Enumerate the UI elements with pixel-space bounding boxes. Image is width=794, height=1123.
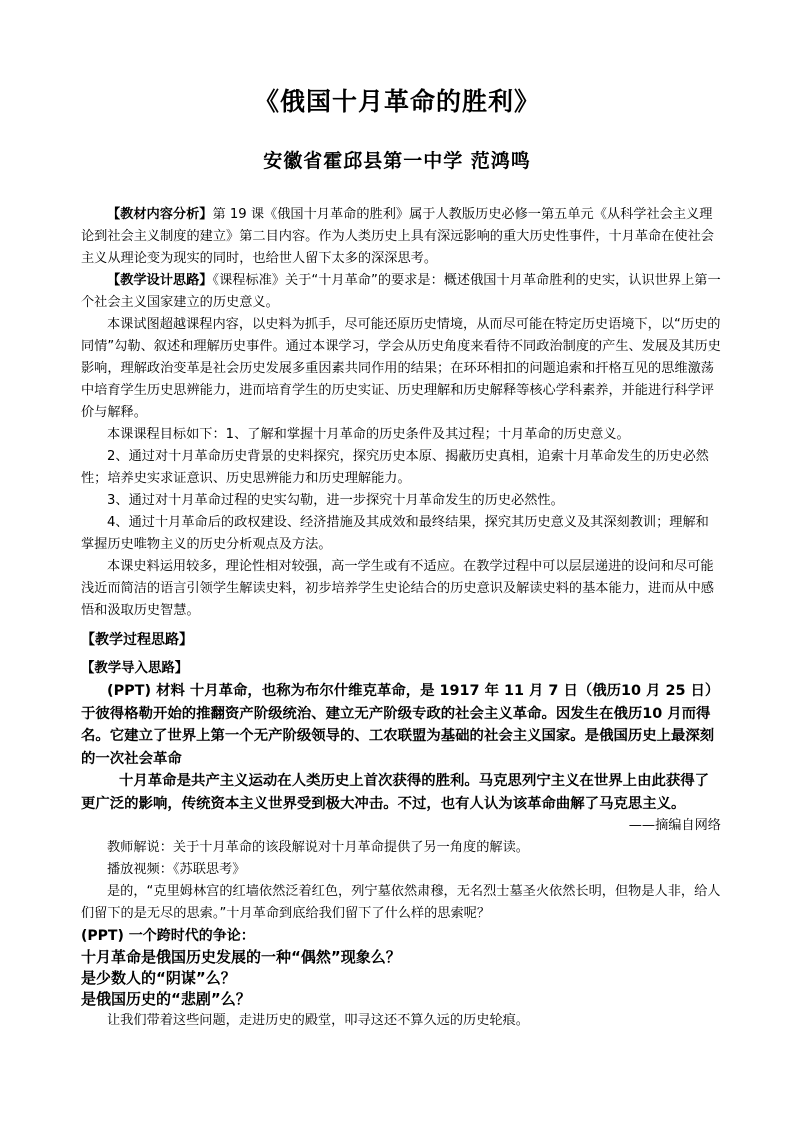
goal-1: 本课课程目标如下：1、了解和掌握十月革命的历史条件及其过程；十月革命的历史意义。 (107, 427, 630, 442)
method-paragraph: 本课试图超越课程内容，以史料为抓手，尽可能还原历史情境，从而尽可能在特定历史语境下，以“历史的同情”勾勒、叙述和理解历史事件。通过本课学习，学会从历史角度来看待不同政治制度的产生、发展及其历史影响，理解政治变革是社会历史发展多重因素共同作用的结果；在环环相扣的问题追索和扞格互见的思维激荡中培育学生历史思辨能力，进而培育学生的历史实证、历史理解和历史解释等核心学科素养，并能进行科学评价与解释。 (81, 317, 721, 420)
design-text: 《课程标准》关于“十月革命”的要求是：概述俄国十月革命胜利的史实，认识世界上第一个社会主义国家建立的历史意义。 (81, 273, 721, 310)
document-body (81, 204, 721, 1032)
teacher-note: 教师解说：关于十月革命的该段解说对十月革命提供了另一角度的解读。 (107, 840, 529, 855)
goal-4: 4、通过十月革命后的政权建设、经济措施及其成效和最终结果，探究其历史意义及其深刻教训；理解和掌握历史唯物主义的历史分析观点及方法。 (81, 515, 709, 552)
video-paragraph: 是的，“克里姆林宫的红墙依然泛着红色，列宁墓依然肃穆，无名烈士墓圣火依然长明，但物是人非，给人们留下的是无尽的思索。”十月革命到底给我们留下了什么样的思索呢？ (81, 884, 721, 921)
goal-2: 2、通过对十月革命历史背景的史料探究，探究历史本原、揭蔽历史真相，追索十月革命发生的历史必然性；培养史实求证意识、历史思辨能力和历史理解能力。 (81, 449, 709, 486)
design-label: 【教学设计思路】 (107, 273, 213, 288)
question-3: 是俄国历史的“悲剧”么？ (81, 990, 251, 1008)
ppt-material-2: 十月革命是共产主义运动在人类历史上首次获得的胜利。马克思列宁主义在世界上由此获得了更广泛的影响，传统资本主义世界受到极大冲击。不过，也有人认为该革命曲解了马克思主义。 (81, 773, 710, 812)
debate-heading: (PPT) 一个跨时代的争论： (81, 928, 255, 944)
analysis-label: 【教材内容分析】 (107, 207, 213, 222)
analysis-text: 第 19 课《俄国十月革命的胜利》属于人教版历史必修一第五单元《从科学社会主义理论到社会主义制度的建立》第二目内容。作为人类历史上具有深远影响的重大历史性事件，十月革命在使社会主义从理论变为现实的同时，也给世人留下太多的深深思考。 (81, 207, 714, 266)
intro-heading: 【教学导入思路】 (81, 661, 189, 676)
process-heading: 【教学过程思路】 (81, 632, 193, 648)
design-paragraph (81, 270, 721, 314)
goal-3: 3、通过对十月革命过程的史实勾勒，进一步探究十月革命发生的历史必然性。 (107, 493, 564, 508)
question-2: 是少数人的“阴谋”么？ (81, 969, 236, 987)
video-line: 播放视频：《苏联思考》 (107, 862, 246, 877)
analysis-paragraph (81, 204, 721, 270)
author-line: 安徽省霍邱县第一中学 范鸿鸣 (263, 150, 531, 172)
ppt-material-1: (PPT) 材料 十月革命，也称为布尔什维克革命，是 1917 年 11 月 7 日（俄历10 月 25 日）于彼得格勒开始的推翻资产阶级统治、建立无产阶级专政的社会主义革命。因发生在俄历10 月而得名。它建立了世界上第一个无产阶级领导的、工农联盟为基础的社会主义国家。是俄国历史上最深刻的一次社会革命 (81, 683, 720, 767)
materials-paragraph: 本课史料运用较多，理论性相对较强，高一学生或有不适应。在教学过程中可以层层递进的设问和尽可能浅近而简洁的语言引领学生解读史料，初步培养学生史论结合的历史意识及解读史料的基本能力，进而从中感悟和汲取历史智慧。 (81, 559, 714, 618)
question-1: 十月革命是俄国历史发展的一种“偶然”现象么？ (81, 948, 401, 966)
source-line: ——摘编自网络 (628, 818, 721, 833)
closing-line: 让我们带着这些问题，走进历史的殿堂，叩寻这还不算久远的历史轮痕。 (107, 1013, 529, 1028)
document-title: 《俄国十月革命的胜利》 (253, 87, 540, 116)
